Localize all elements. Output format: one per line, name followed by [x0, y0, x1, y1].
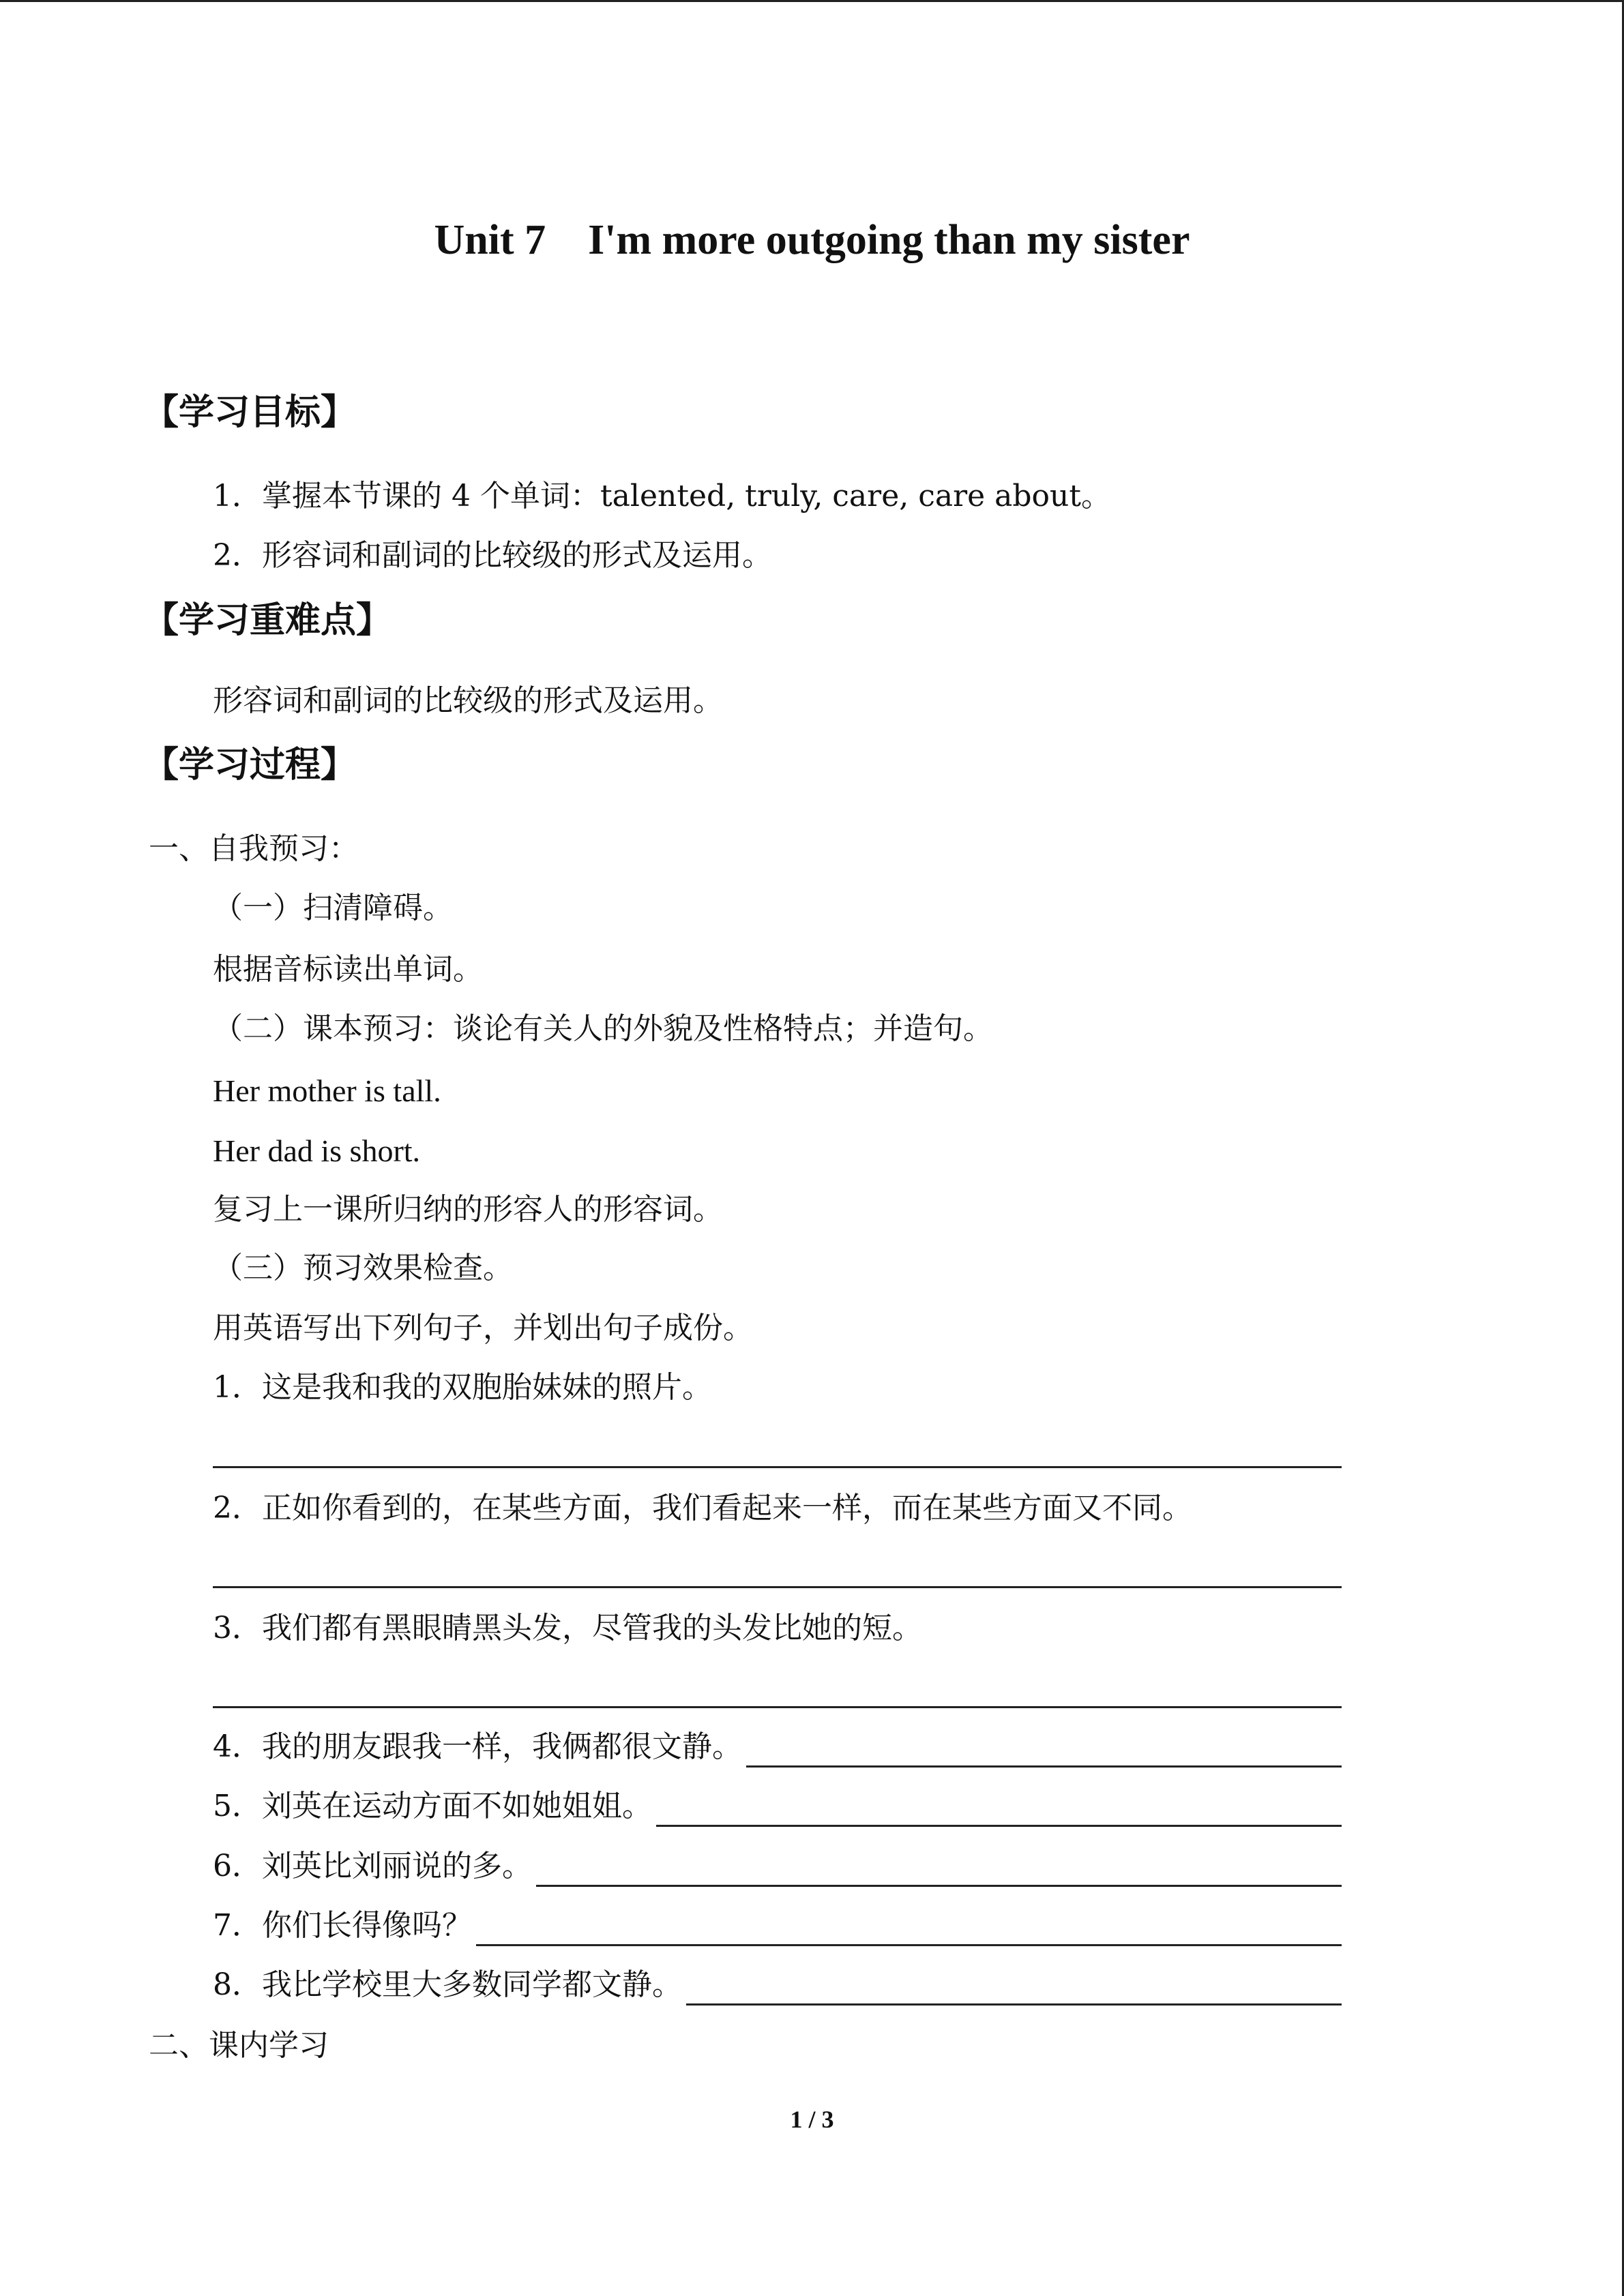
exercise-7: 7．你们长得像吗？: [213, 1908, 472, 1943]
exercise-8: 8．我比学校里大多数同学都文静。: [213, 1967, 682, 2002]
answer-line-2[interactable]: [213, 1586, 1342, 1588]
example-sentence-2: Her dad is short.: [213, 1133, 421, 1168]
process-heading: 【学习过程】: [143, 744, 357, 786]
page-title: Unit 7 I'm more outgoing than my sister: [434, 217, 1190, 263]
page-number: 1 / 3: [790, 2106, 834, 2133]
example-sentence-1: Her mother is tall.: [213, 1073, 441, 1108]
answer-line-7[interactable]: [476, 1909, 1342, 1946]
key-points-heading: 【学习重难点】: [143, 599, 392, 641]
answer-line-5[interactable]: [656, 1789, 1342, 1827]
exercise-row-5: [213, 1783, 1342, 1827]
answer-line-8[interactable]: [686, 1968, 1342, 2006]
answer-line-3[interactable]: [213, 1706, 1342, 1708]
sub-section-2: （二）课本预习：谈论有关人的外貌及性格特点；并造句。: [213, 1011, 993, 1046]
sub-section-1-text: 根据音标读出单词。: [213, 952, 483, 987]
exercise-3: 3．我们都有黑眼睛黑头发，尽管我的头发比她的短。: [213, 1611, 922, 1645]
sub-section-3: （三）预习效果检查。: [213, 1251, 513, 1285]
answer-line-6[interactable]: [536, 1849, 1342, 1887]
page-border-top: [0, 0, 1624, 2]
instruction-text: 用英语写出下列句子，并划出句子成份。: [213, 1311, 753, 1345]
answer-line-1[interactable]: [213, 1466, 1342, 1468]
part1-title: 一、自我预习：: [149, 831, 359, 866]
exercise-5: 5．刘英在运动方面不如她姐姐。: [213, 1789, 652, 1823]
exercise-1: 1．这是我和我的双胞胎妹妹的照片。: [213, 1370, 712, 1405]
review-text: 复习上一课所归纳的形容人的形容词。: [213, 1192, 723, 1227]
objective-item-2: 2．形容词和副词的比较级的形式及运用。: [213, 538, 772, 573]
exercise-row-7: [213, 1903, 1342, 1946]
exercise-row-6: [213, 1843, 1342, 1887]
exercise-2: 2．正如你看到的，在某些方面，我们看起来一样，而在某些方面又不同。: [213, 1491, 1192, 1525]
key-points-text: 形容词和副词的比较级的形式及运用。: [213, 683, 723, 718]
part2-title: 二、课内学习: [149, 2028, 329, 2063]
exercise-4: 4．我的朋友跟我一样，我俩都很文静。: [213, 1729, 742, 1764]
objective-item-1: 1．掌握本节课的 4 个单词：talented, truly, care, care about。: [213, 479, 1112, 513]
exercise-row-8: [213, 1962, 1342, 2006]
exercise-6: 6．刘英比刘丽说的多。: [213, 1849, 532, 1883]
exercise-row-4: [213, 1724, 1342, 1768]
answer-line-4[interactable]: [746, 1730, 1342, 1768]
sub-section-1: （一）扫清障碍。: [213, 891, 453, 925]
objectives-heading: 【学习目标】: [143, 391, 357, 433]
